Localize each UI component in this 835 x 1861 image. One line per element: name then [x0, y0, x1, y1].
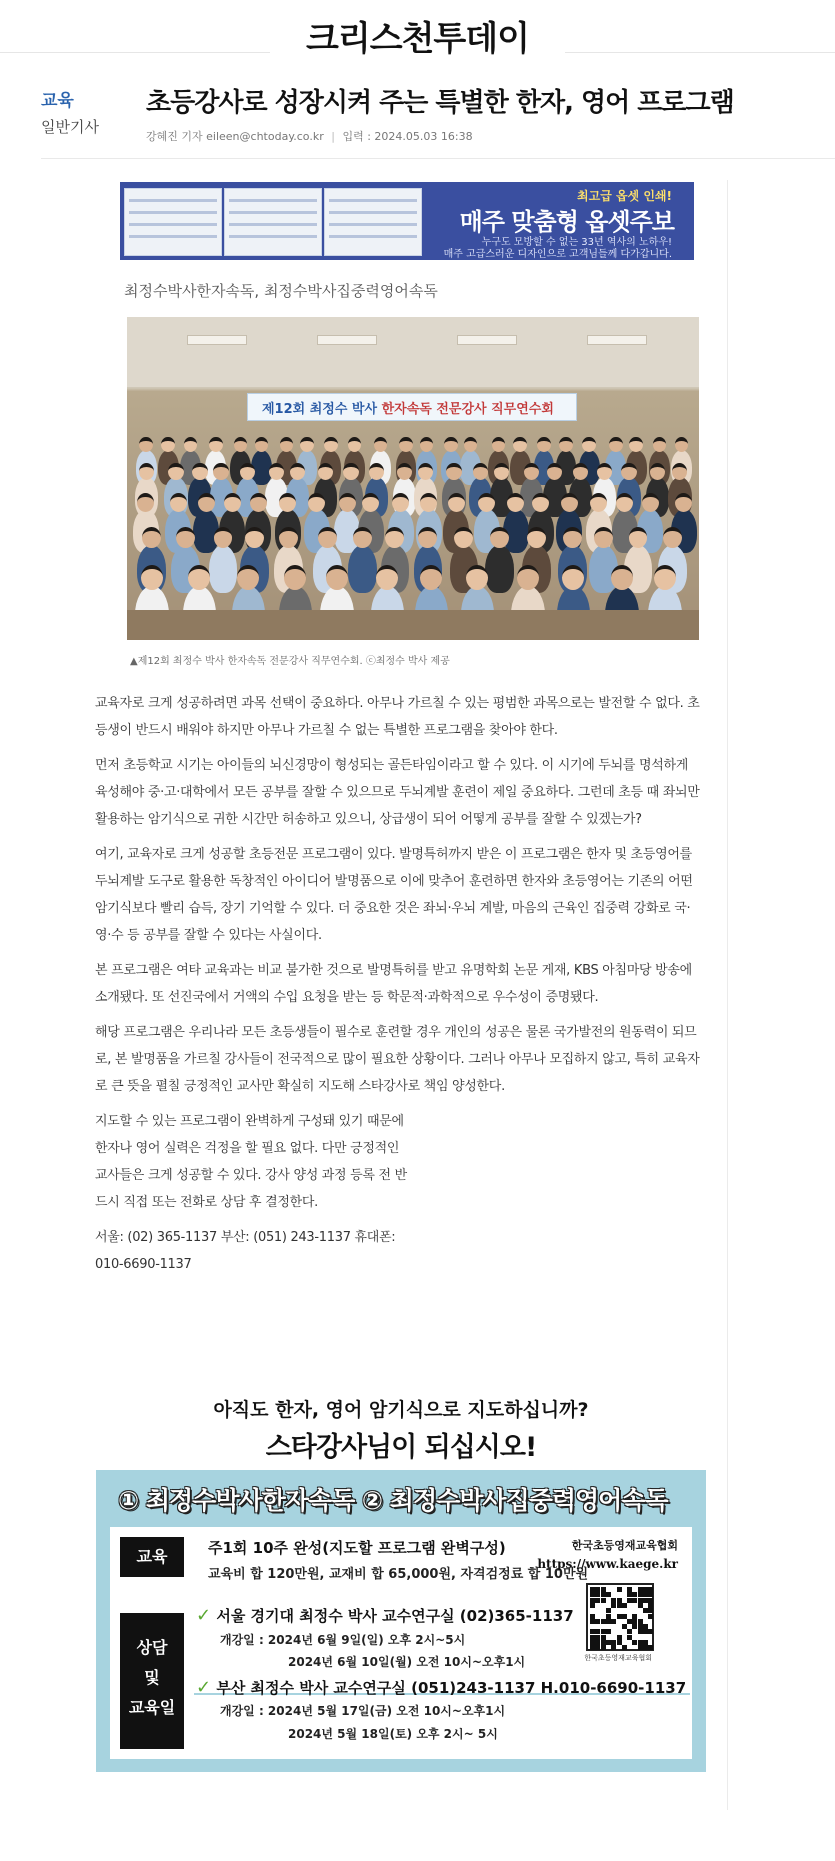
qr-module	[617, 1603, 622, 1608]
person-head	[616, 493, 633, 512]
qr-module	[590, 1635, 595, 1640]
qr-module	[617, 1640, 622, 1645]
ceiling-light	[457, 335, 517, 345]
fee-info: 교육비 합 120만원, 교재비 합 65,000원, 자격검정료 합 10만원	[208, 1567, 589, 1582]
person-head	[642, 493, 659, 512]
qr-module	[590, 1640, 595, 1645]
person-head	[139, 463, 154, 480]
org-name: 한국초등영재교육협회	[571, 1539, 678, 1552]
qr-module	[590, 1645, 595, 1650]
busan-date-2: 2024년 5월 18일(토) 오후 2시~ 5시	[288, 1727, 498, 1741]
person-head	[300, 437, 314, 452]
qr-module	[595, 1619, 600, 1624]
qr-module	[590, 1629, 595, 1634]
qr-module	[606, 1629, 611, 1634]
busan-date-1: 개강일 : 2024년 5월 17일(금) 오전 10시~오후1시	[220, 1704, 506, 1718]
person-head	[582, 437, 596, 452]
person-head	[214, 527, 233, 548]
qr-module	[606, 1608, 611, 1613]
person-head	[621, 463, 636, 480]
person-head	[198, 493, 215, 512]
photo-ceiling	[127, 317, 699, 387]
person-head	[532, 493, 549, 512]
person-head	[343, 463, 358, 480]
qr-module	[643, 1598, 648, 1603]
busan-location	[196, 1677, 686, 1698]
qr-module	[590, 1603, 595, 1608]
qr-module	[606, 1640, 611, 1645]
person-head	[161, 437, 175, 452]
person-head	[454, 527, 473, 548]
qr-code-icon[interactable]	[586, 1583, 654, 1651]
qr-module	[595, 1598, 600, 1603]
person-head	[420, 437, 434, 452]
person-head	[269, 463, 284, 480]
qr-module	[611, 1619, 616, 1624]
person-head	[650, 463, 665, 480]
masthead	[0, 0, 835, 64]
person-head	[420, 493, 437, 512]
person-head	[444, 437, 458, 452]
person-head	[561, 493, 578, 512]
ad-programs: ① 최정수박사한자속독 ② 최정수박사집중력영어속독	[118, 1486, 668, 1515]
org-url[interactable]: https://www.kaege.kr	[537, 1557, 678, 1571]
qr-module	[606, 1614, 611, 1619]
body-paragraph: 여기, 교육자로 크게 성공할 초등전문 프로그램이 있다. 발명특허까지 받은 이 프로그램은 한자 및 초등영어를 두뇌계발 도구로 활용한 독창적인 아이디어 발명품으로 이에 맞추어 훈련하면 한자와 초등영어는 기존의 어떤 암기식보다 빨리 습득, 장기 기억할 수 있다. 더 중요한 것은 좌뇌·우뇌 계발, 마음의 근육인 집중력 강화로 국·영·수 등 공부를 잘할 수 있다는 사실이다.	[95, 847, 693, 943]
person-head	[318, 527, 337, 548]
qr-module	[648, 1629, 653, 1634]
photo-caption: ▲제12회 최정수 박사 한자속독 전문강사 직무연수회. ⓒ최정수 박사 제공	[130, 656, 450, 667]
qr-module	[648, 1645, 653, 1650]
person-head	[308, 493, 325, 512]
check-icon: ✓	[196, 1677, 212, 1698]
person-head	[524, 463, 539, 480]
person-head	[559, 437, 573, 452]
qr-module	[643, 1645, 648, 1650]
qr-module	[590, 1619, 595, 1624]
ad-line: 누구도 모방할 수 없는 33년 역사의 노하우!	[481, 237, 672, 248]
qr-module	[611, 1598, 616, 1603]
person-head	[590, 493, 607, 512]
header-divider	[41, 158, 835, 159]
qr-module	[627, 1587, 632, 1592]
person-head	[653, 437, 667, 452]
busan-location-text: 부산 최정수 박사 교수연구실 (051)243-1137 H.010-6690-1137	[216, 1679, 687, 1697]
person-head	[326, 565, 348, 590]
seoul-date-1: 개강일 : 2024년 6월 9일(일) 오후 2시~5시	[220, 1633, 466, 1647]
person-head	[192, 463, 207, 480]
qr-module	[611, 1640, 616, 1645]
qr-module	[632, 1592, 637, 1597]
person-head	[654, 565, 676, 590]
event-banner	[247, 393, 577, 421]
qr-module	[622, 1603, 627, 1608]
person-head	[675, 437, 689, 452]
article-photo	[127, 317, 699, 640]
category-link[interactable]: 교육	[41, 91, 74, 111]
qr-module	[643, 1624, 648, 1629]
qr-module	[632, 1619, 637, 1624]
ad-thumbnails	[124, 188, 424, 256]
person-head	[284, 565, 306, 590]
qr-module	[611, 1645, 616, 1650]
person-head	[139, 437, 153, 452]
person-head	[478, 493, 495, 512]
qr-module	[617, 1614, 622, 1619]
qr-module	[632, 1614, 637, 1619]
person-head	[339, 493, 356, 512]
person-head	[188, 565, 210, 590]
qr-module	[638, 1645, 643, 1650]
contact-paragraph: 서울: (02) 365-1137 부산: (051) 243-1137 휴대폰: 010-6690-1137	[95, 1230, 396, 1272]
qr-module	[601, 1592, 606, 1597]
person-head	[170, 493, 187, 512]
person-head	[255, 437, 269, 452]
person-head	[490, 527, 509, 548]
banner-prefix: 제12회 최정수 박사	[262, 402, 382, 417]
qr-module	[648, 1608, 653, 1613]
qr-module	[595, 1645, 600, 1650]
qr-module	[590, 1598, 595, 1603]
qr-module	[648, 1587, 653, 1592]
article-title: 초등강사로 성장시켜 주는 특별한 한자, 영어 프로그램	[146, 88, 734, 118]
person-head	[663, 527, 682, 548]
qr-module	[606, 1619, 611, 1624]
qr-module	[595, 1587, 600, 1592]
qr-module	[595, 1629, 600, 1634]
label-line: 교육일	[128, 1698, 176, 1717]
person-head	[168, 463, 183, 480]
person-head	[280, 437, 294, 452]
qr-module	[622, 1614, 627, 1619]
qr-module	[622, 1645, 627, 1650]
qr-module	[638, 1640, 643, 1645]
photo-floor	[127, 610, 699, 640]
seoul-date-2: 2024년 6월 10일(월) 오전 10시~오후1시	[288, 1655, 526, 1669]
person-head	[213, 463, 228, 480]
qr-label: 한국초등영재교육협회	[584, 1654, 652, 1662]
ad-info-box	[110, 1527, 692, 1759]
person-head	[279, 527, 298, 548]
qr-module	[601, 1598, 606, 1603]
photo-subtitle: 최정수박사한자속독, 최정수박사집중력영어속독	[124, 282, 438, 300]
column-divider	[727, 180, 728, 1810]
ad-headline: 스타강사님이 되십시오!	[265, 1432, 537, 1463]
check-icon: ✓	[196, 1605, 212, 1626]
banner-highlight: 한자속독 전문강사 직무연수회	[381, 402, 554, 417]
person-head	[446, 463, 461, 480]
ad-question: 아직도 한자, 영어 암기식으로 지도하십니까?	[213, 1399, 589, 1421]
person-head	[466, 565, 488, 590]
qr-module	[627, 1619, 632, 1624]
body-paragraph: 먼저 초등학교 시기는 아이들의 뇌신경망이 형성되는 골든타임이라고 할 수 있다. 이 시기에 두뇌를 명석하게 육성해야 중·고·대학에서 모든 공부를 잘할 수 있으므로 두뇌계발 훈련이 제일 중요하다. 그런데 초등 때 좌뇌만 활용하는 암기식으로 귀한 시간만 허송하고 있으니, 상급생이 되어 어떻게 공부를 잘할 수 있겠는가?	[95, 758, 700, 827]
person-head	[176, 527, 195, 548]
qr-module	[638, 1629, 643, 1634]
person-head	[142, 527, 161, 548]
ad-headline: 매주 맞춤형 옵셋주보	[459, 208, 674, 236]
person-head	[527, 527, 546, 548]
seoul-location-text: 서울 경기대 최정수 박사 교수연구실 (02)365-1137	[216, 1607, 574, 1625]
person-head	[513, 437, 527, 452]
person-head	[399, 437, 413, 452]
body-paragraph: 지도할 수 있는 프로그램이 완벽하게 구성돼 있기 때문에 한자나 영어 실력은 걱정을 할 필요 없다. 다만 긍정적인 교사들은 크게 성공할 수 있다. 강사 양성 과정 등록 전 반드시 직접 또는 전화로 상담 후 결정한다.	[95, 1114, 407, 1210]
ceiling-light	[187, 335, 247, 345]
qr-module	[643, 1587, 648, 1592]
top-banner-ad[interactable]	[120, 182, 694, 260]
person-head	[245, 527, 264, 548]
person-head	[224, 493, 241, 512]
qr-module	[638, 1603, 643, 1608]
ad-kicker: 최고급 옵셋 인쇄!	[577, 189, 672, 203]
ceiling-light	[317, 335, 377, 345]
ad-thumbnail	[224, 188, 322, 256]
person-head	[563, 527, 582, 548]
author-name: 강혜진 기자	[146, 130, 203, 143]
qr-module	[632, 1640, 637, 1645]
person-head	[629, 527, 648, 548]
person-head	[609, 437, 623, 452]
person-figure	[209, 545, 238, 593]
qr-module	[648, 1592, 653, 1597]
author-email[interactable]: eileen@chtoday.co.kr	[206, 130, 324, 143]
article-body	[95, 690, 700, 1286]
site-logo[interactable]: 크리스천투데이	[270, 14, 565, 64]
person-head	[324, 437, 338, 452]
qr-module	[627, 1635, 632, 1640]
person-head	[597, 463, 612, 480]
qr-module	[632, 1624, 637, 1629]
body-paragraph: 교육자로 크게 성공하려면 과목 선택이 중요하다. 아무나 가르칠 수 있는 평범한 과목으로는 발전할 수 없다. 초등생이 반드시 배워야 하지만 아무나 가르칠 수 없는 특별한 프로그램을 찾아야 한다.	[95, 696, 700, 738]
label-line: 상담	[136, 1638, 168, 1657]
person-head	[562, 565, 584, 590]
subcategory-label: 일반기사	[41, 118, 99, 136]
person-head	[250, 493, 267, 512]
person-head	[353, 527, 372, 548]
qr-module	[601, 1635, 606, 1640]
person-head	[234, 437, 248, 452]
qr-module	[617, 1587, 622, 1592]
qr-module	[590, 1587, 595, 1592]
label-education: 교육	[120, 1537, 184, 1577]
person-head	[418, 527, 437, 548]
person-head	[184, 437, 198, 452]
qr-module	[601, 1619, 606, 1624]
qr-module	[643, 1592, 648, 1597]
seoul-location	[196, 1605, 574, 1626]
person-head	[611, 565, 633, 590]
person-head	[362, 493, 379, 512]
qr-module	[638, 1619, 643, 1624]
qr-module	[638, 1624, 643, 1629]
body-paragraph: 해당 프로그램은 우리나라 모든 초등생들이 필수로 훈련할 경우 개인의 성공은 물론 국가발전의 원동력이 되므로, 본 발명품을 가르칠 강사들이 전국적으로 많이 필요한 상황이다. 그러나 아무나 모집하지 않고, 특히 교육자로 큰 뜻을 펼칠 긍정적인 교사만 확실히 지도해 스타강사로 책임 양성한다.	[95, 1025, 700, 1094]
qr-module	[601, 1640, 606, 1645]
person-head	[473, 463, 488, 480]
course-info: 주1회 10주 완성(지도할 프로그램 완벽구성)	[208, 1539, 506, 1557]
qr-module	[643, 1640, 648, 1645]
qr-module	[595, 1592, 600, 1597]
person-head	[494, 463, 509, 480]
label-line: 및	[144, 1668, 160, 1687]
ad-line: 매주 고급스러운 디자인으로 고객님들께 다가갑니다.	[443, 249, 672, 260]
ceiling-light	[587, 335, 647, 345]
person-head	[492, 437, 506, 452]
qr-module	[648, 1614, 653, 1619]
person-head	[374, 437, 388, 452]
qr-module	[638, 1587, 643, 1592]
person-head	[209, 437, 223, 452]
body-paragraph: 본 프로그램은 여타 교육과는 비교 불가한 것으로 발명특허를 받고 유명학회 논문 게재, KBS 아침마당 방송에 소개됐다. 또 선진국에서 거액의 수입 요청을 받는 등 학문적·과학적으로 우수성이 증명됐다.	[95, 963, 692, 1005]
qr-module	[606, 1592, 611, 1597]
person-figure	[348, 545, 377, 593]
qr-module	[601, 1645, 606, 1650]
qr-module	[627, 1629, 632, 1634]
person-head	[318, 463, 333, 480]
qr-module	[590, 1614, 595, 1619]
person-figure	[485, 545, 514, 593]
person-head	[385, 527, 404, 548]
qr-module	[590, 1592, 595, 1597]
qr-module	[638, 1592, 643, 1597]
qr-module	[617, 1635, 622, 1640]
person-head	[629, 437, 643, 452]
qr-module	[595, 1635, 600, 1640]
person-head	[290, 463, 305, 480]
qr-module	[638, 1598, 643, 1603]
qr-module	[648, 1598, 653, 1603]
label-consult-schedule	[120, 1613, 184, 1749]
person-head	[448, 493, 465, 512]
person-head	[141, 565, 163, 590]
qr-module	[601, 1629, 606, 1634]
bottom-ad[interactable]	[96, 1385, 706, 1772]
publish-date: 입력 : 2024.05.03 16:38	[342, 130, 473, 143]
person-head	[348, 437, 362, 452]
person-head	[237, 565, 259, 590]
qr-module	[595, 1640, 600, 1645]
person-head	[594, 527, 613, 548]
qr-module	[611, 1603, 616, 1608]
qr-module	[601, 1587, 606, 1592]
qr-module	[632, 1598, 637, 1603]
qr-module	[627, 1592, 632, 1597]
person-head	[537, 437, 551, 452]
qr-module	[643, 1629, 648, 1634]
meta-separator: |	[331, 130, 335, 143]
qr-module	[648, 1603, 653, 1608]
person-head	[517, 565, 539, 590]
qr-module	[622, 1624, 627, 1629]
ad-thumbnail	[324, 188, 422, 256]
person-head	[464, 437, 478, 452]
person-head	[573, 463, 588, 480]
qr-module	[617, 1598, 622, 1603]
qr-module	[643, 1608, 648, 1613]
article-meta	[146, 128, 473, 144]
qr-module	[627, 1598, 632, 1603]
ad-thumbnail	[124, 188, 222, 256]
